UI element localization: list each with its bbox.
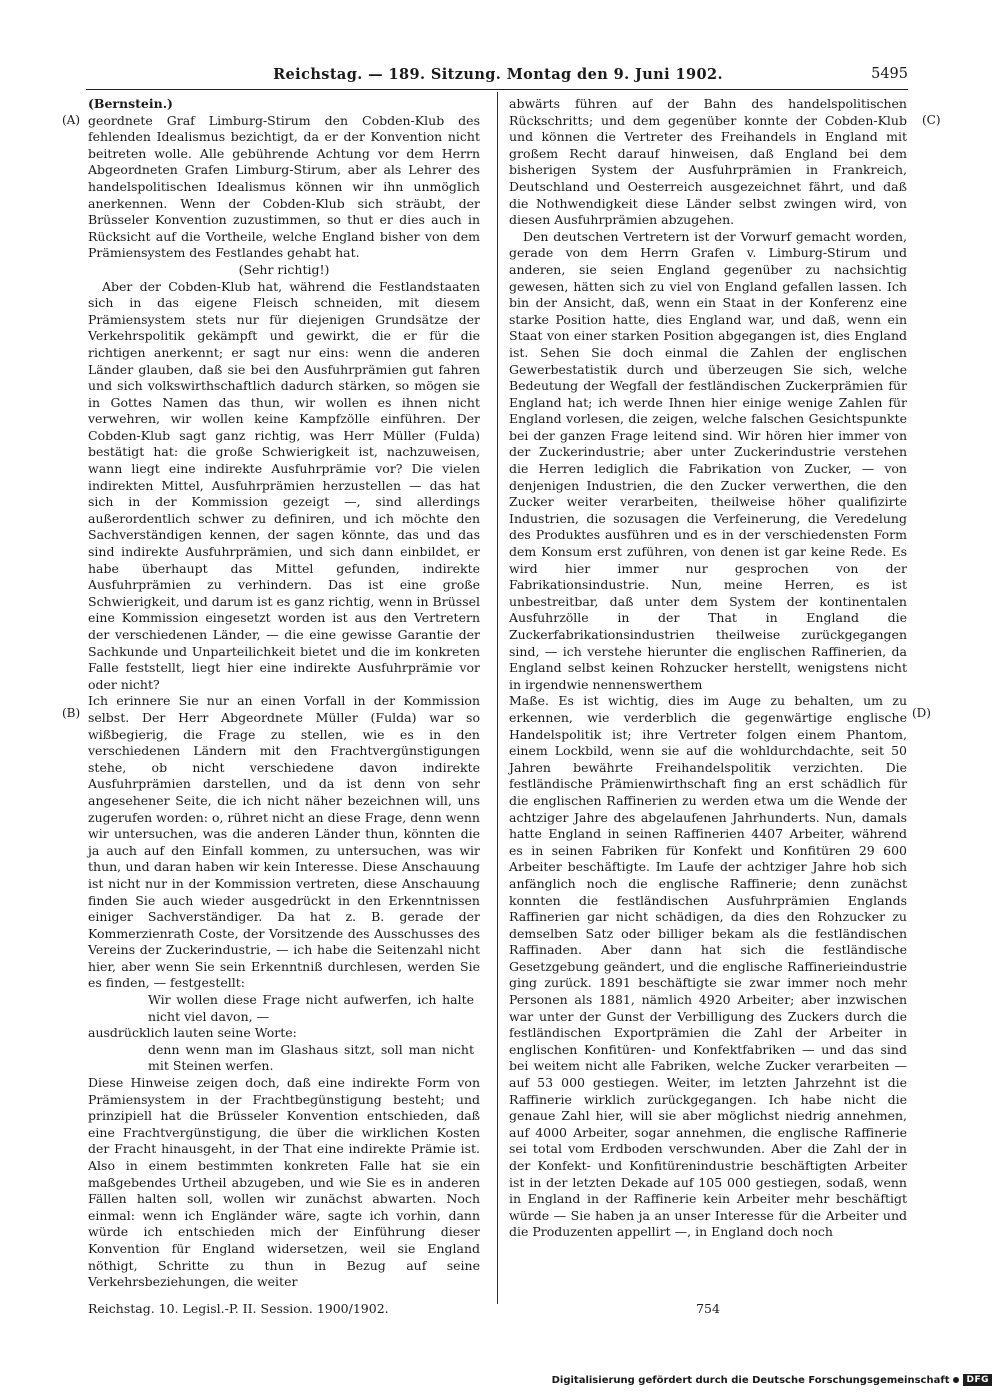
margin-mark-b: (B) [62,706,81,720]
dfg-logo-icon [953,1377,959,1383]
right-paragraph-2a: Den deutschen Vertretern ist der Vorwurf gemacht worden, gerade von dem Herrn Grafen v. Limburg-Stirum und anderen, sie seien England gegenüber zu nachsichtig gewesen, hätten sich zu viel von England gefallen lassen. Ich bin der Ansicht, daß, wenn ein Staat in der Konferenz eine starke Position hatte, dies England war, und daß, wenn ein Staat von einer starken Position abgegangen ist, dies England ist. Sehen Sie doch einmal die Zahlen der englischen Gewerbestatistik durch und überzeugen Sie sich, welche Bedeutung der Wegfall der festländischen Zuckerprämien für England hat; ich werde Ihnen hier einige wenige Zahlen für England vorlesen, die zeigen, welche falschen Gesichtspunkte bei der ganzen Frage leitend sind. Wir hören hier immer von der Zuckerindustrie; aber unter Zuckerindustrie verstehen die Herren lediglich die Fabrikation von Zucker, — von denjenigen Industrien, die den Zucker verwerthen, die den Zucker weiter verarbeiten, theilweise höher qualifizirte Industrien, die sozusagen die Verfeinerung, die Veredelung des Produktes ausführen und es in der verschiedensten Form dem Konsum erst zuführen, von denen ist gar keine Rede. Es wird hier immer nur gesprochen von der Fabrikationsindustrie. Nun, meine Herren, es ist unbestreitbar, daß unter dem System der kontinentalen Ausfuhrzölle in der That in England die Zuckerfabrikationsindustrien theilweise zurückgegangen sind, — ich verstehe hierunter die englischen Raffinerien, da England selbst keinen Rohzucker herstellt, wenigstens nicht in irgendwie nennenswerthem [509,228,907,692]
margin-mark-a: (A) [62,113,81,127]
footer-session-info: Reichstag. 10. Legisl.-P. II. Session. 1900/1902. [88,1301,389,1316]
left-paragraph-3: ausdrücklich lauten seine Worte: [88,1025,297,1041]
right-column [509,96,907,1241]
speaker-name: (Bernstein.) [88,96,173,111]
column-divider [497,92,498,1304]
left-paragraph-1: geordnete Graf Limburg-Stirum den Cobden-Klub des fehlenden Idealismus bezichtigt, da er der Konvention nicht beitreten wolle. Alle gebührende Achtung vor dem Herrn Abgeordneten Grafen Limburg-Stirum, aber als Lehrer des handelspolitischen Idealismus können wir ihn unmöglich anerkennen. Wenn der Cobden-Klub sich sträubt, der Brüsseler Konvention zuzustimmen, so thut er dies auch in Rücksicht auf die Vortheile, welche England bisher von dem Prämiensystem des Festlandes gehabt hat. [88,112,480,261]
left-paragraph-2a: Aber der Cobden-Klub hat, während die Festlandstaaten sich in das eigene Fleisch schneiden, mit diesem Prämiensystem stets nur für diejenigen Grundsätze der Verkehrspolitik gekämpft und gewirkt, die er für die richtigen anerkennt; er sagt nur eins: wenn die anderen Länder glauben, daß sie bei den Ausfuhrprämien gut fahren und sich volkswirthschaftlich dadurch stärken, so mögen sie in Gottes Namen das thun, wir wollen es ihnen nicht verwehren, wir wollen keine Kampfzölle einführen. Der Cobden-Klub sagt ganz richtig, was Herr Müller (Fulda) bestätigt hat: die große Schwierigkeit ist, nachzuweisen, wann liegt eine indirekte Ausfuhrprämie vor? Die vielen indirekten Mittel, Ausfuhrprämien herzustellen — das hat sich in der Kommission gezeigt —, sind allerdings außerordentlich schwer zu definiren, und ich möchte den Sachverständigen kennen, der sagen könnte, das und das sind indirekte Ausfuhrprämien, und sich dann einbildet, er habe überhaupt das Mittel gefunden, indirekte Ausfuhrprämien zu verhindern. Das ist eine große Schwierigkeit, und darum ist es ganz richtig, wenn in Brüssel eine Kommission eingesetzt worden ist aus den Vertretern der verschiedenen Länder, — die eine gewisse Garantie der Sachkunde und Unparteilichkeit bietet und die im konkreten Falle feststellt, liegt hier eine indirekte Ausfuhrprämie vor oder nicht? [88,278,480,692]
right-paragraph-1: abwärts führen auf der Bahn des handelspolitischen Rückschritts; und dem gegenüber konnte der Cobden-Klub und können die Vertreter des Freihandels in England mit großem Recht darauf hinweisen, daß England bei dem bisherigen System der Ausfuhrprämien in Frankreich, Deutschland und Oesterreich ausgezeichnet fährt, und daß die Nothwendigkeit diese Länder selbst zwingen wird, von diesen Ausfuhrprämien abzugehen. [509,96,907,228]
digitization-credit [552,1374,992,1386]
page-header [88,66,908,88]
interjection: (Sehr richtig!) [238,261,330,277]
margin-mark-d: (D) [912,706,931,720]
right-paragraph-2b: Maße. Es ist wichtig, dies im Auge zu behalten, um zu erkennen, wie verderblich die gegenwärtige englische Handelspolitik ist; ihre Vertreter folgen einem Phantom, einem Lockbild, wenn sie auf die wohldurchdachte, seit 50 Jahren bewährte Freihandelspolitik verzichten. Die festländische Prämienwirthschaft fing an erst schädlich für die englischen Raffinerien zu werden etwa um die Wende der achtziger Jahre des abgelaufenen Jahrhunderts. Nun, damals hatte England in seinen Raffinerien 4407 Arbeiter, während es in seinen Fabriken für Konfekt und Konfitüren 29 600 Arbeiter beschäftigte. Im Laufe der achtziger Jahre hob sich anfänglich noch die englische Raffinerie; denn zunächst konnten die festländischen Ausfuhrprämien Englands Raffinerien gar nicht schädigen, da dies den Rohzucker zu demselben Satz oder billiger bekam als die festländischen Raffinaden. Aber dann hat sich die festländische Gesetzgebung geändert, und die englische Raffinerieindustrie ging zurück. 1891 beschäftigte sie zwar immer noch mehr Personen als 1881, nämlich 4920 Arbeiter; aber inzwischen war unter der Gunst der Verbilligung des Zuckers durch die festländischen Exportprämien die Zahl der Arbeiter in englischen Konfitüren- und Konfektfabriken — und das sind bei weitem nicht alle Fabriken, welche Zucker verarbeiten — auf 53 000 gestiegen. Weiter, im letzten Jahrzehnt ist die Raffinerie wirklich zurückgegangen. Ich habe nicht die genaue Zahl hier, will sie aber möglichst niedrig annehmen, auf 4000 Arbeiter, sogar annehmen, die englische Raffinerie sei total vom Erdboden verschwunden. Aber die Zahl der in der Konfekt- und Konfitürenindustrie beschäftigten Arbeiter ist in der letzten Dekade auf 105 000 gestiegen, sodaß, wenn in England in der Raffinerie kein Arbeiter mehr beschäftigt würde — Sie haben ja an unser Interesse für die Arbeiter und die Produzenten appellirt —, in England doch noch [509,693,907,1240]
dfg-badge: DFG [963,1374,992,1386]
footer-sheet-number: 754 [696,1301,720,1316]
quotation-2: denn wenn man im Glashaus sitzt, soll man nicht mit Steinen werfen. [148,1041,474,1074]
header-rule [86,89,908,90]
credit-text: Digitalisierung gefördert durch die Deutsche Forschungsgemeinschaft [551,1374,950,1386]
left-paragraph-2b: Ich erinnere Sie nur an einen Vorfall in der Kommission selbst. Der Herr Abgeordnete Müller (Fulda) war so wißbegierig, die Frage zu stellen, wie es in den verschiedenen Ländern mit den Frachtvergünstigungen stehe, ob nicht verschiedene davon indirekte Ausfuhrprämien darstellen, und da ist denn von sehr angesehener Seite, die ich nicht näher bezeichnen will, uns zugerufen worden: o, rühret nicht an diese Frage, denn wenn wir untersuchen, was die anderen Länder thun, könnten die ja auch auf den Einfall kommen, zu untersuchen, was wir thun, und daran haben wir kein Interesse. Diese Anschauung ist nicht nur in der Kommission vertreten, diese Anschauung finden Sie auch wieder ausgedrückt in den Erkenntnissen einiger Sachverständiger. Da hat z. B. gerade der Kommerzienrath Coste, der Vorsitzende des Ausschusses des Vereins der Zuckerindustrie, — ich habe die Seitenzahl nicht hier, aber wenn Sie sein Erkenntniß durchlesen, werden Sie es finden, — festgestellt: [88,693,480,991]
page-number: 5495 [871,66,908,82]
left-column [88,96,480,1291]
margin-mark-c: (C) [922,113,941,127]
running-title: Reichstag. — 189. Sitzung. Montag den 9. Juni 1902. [273,66,723,83]
quotation-1: Wir wollen diese Frage nicht aufwerfen, ich halte nicht viel davon, — [148,992,474,1024]
left-paragraph-4: Diese Hinweise zeigen doch, daß eine indirekte Form von Prämiensystem in der Frachtbegünstigung besteht; und prinzipiell hat die Brüsseler Konvention entschieden, daß eine Frachtvergünstigung, die über die wirklichen Kosten der Fracht hinausgeht, in der That eine indirekte Prämie ist. Also in einem bestimmten konkreten Falle hat sie ein maßgebendes Urtheil abzugeben, und wie Sie es in anderen Fällen halten soll, wollen wir zunächst abwarten. Noch einmal: wenn ich Engländer wäre, sagte ich vorhin, dann würde ich entschieden mich der Einführung dieser Konvention für England widersetzen, weil sie England nöthigt, Schritte zu thun in Bezug auf seine Verkehrsbeziehungen, die weiter [88,1075,480,1290]
